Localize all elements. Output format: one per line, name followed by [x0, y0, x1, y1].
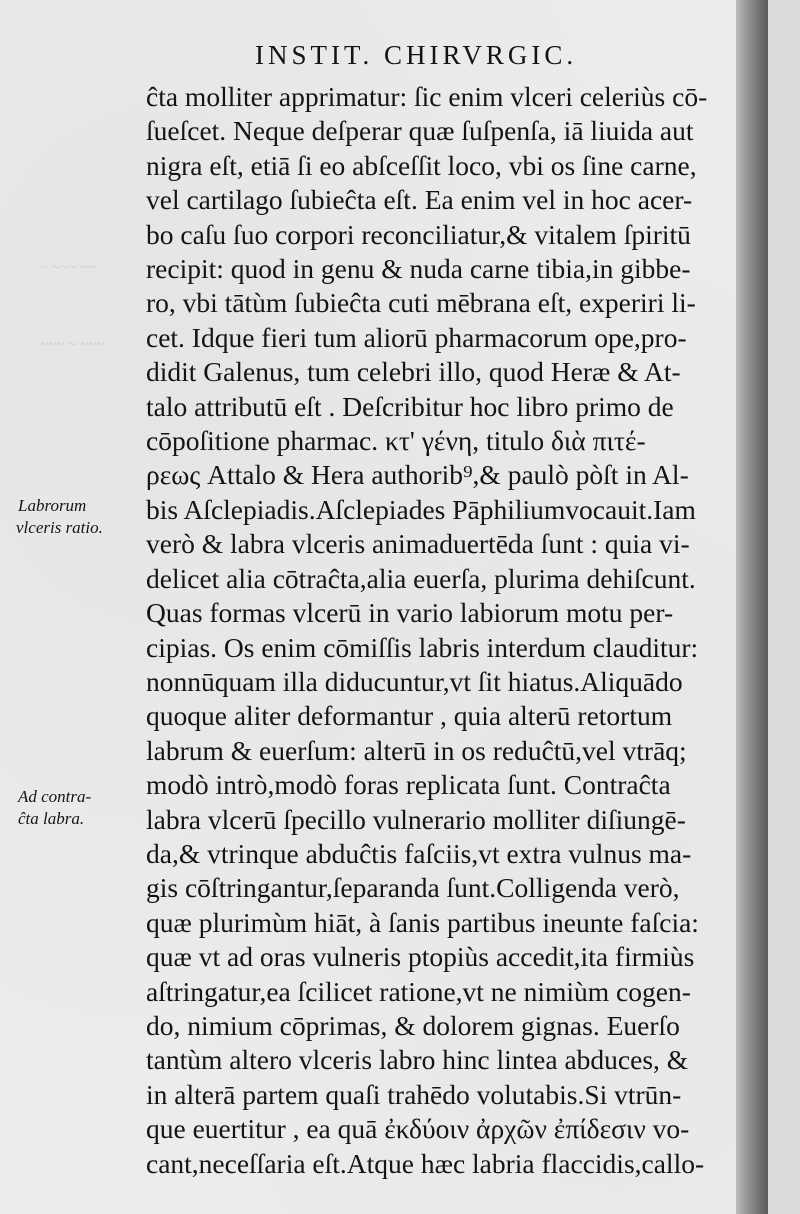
- text-line: ĉta molliter apprimatur: ſic enim vlceri celeriùs cō-: [146, 81, 708, 112]
- text-line: recipit: quod in genu & nuda carne tibia,in gibbe-: [146, 253, 691, 285]
- text-line: delicet alia cōtraĉta,alia euerſa, plurima dehiſcunt.: [146, 562, 696, 594]
- text-line: bo caſu ſuo corpori reconciliatur,& vitalem ſpiritū: [146, 218, 691, 250]
- text-line: vel cartilago ſubieĉta eſt. Ea enim vel in hoc acer-: [146, 184, 693, 216]
- text-line: ſueſcet. Neque deſperar quæ ſuſpenſa, iā liuida aut: [146, 115, 694, 147]
- body-text: [146, 80, 736, 1181]
- text-line: quoque aliter deformantur , quia alterū retortum: [146, 700, 673, 732]
- margin-note-ad-contracta: [18, 786, 148, 830]
- margin-note-line: ĉta labra.: [18, 809, 85, 828]
- text-line: labrum & euerſum: alterū in os reduĉtū,vel vtrāq;: [146, 734, 687, 766]
- margin-note-line: vlceris ratio.: [16, 518, 103, 537]
- margin-note-line: Labrorum: [18, 496, 87, 515]
- text-line: aſtringatur,ea ſcilicet ratione,vt ne nimiùm cogen-: [146, 975, 691, 1007]
- text-line: labra vlcerū ſpecillo vulnerario molliter diſiungē-: [146, 803, 686, 835]
- margin-note-line: Ad contra-: [18, 787, 92, 806]
- text-line: verò & labra vlceris animaduertēda ſunt : quia vi-: [146, 528, 690, 560]
- text-line: cet. Idque fieri tum aliorū pharmacorum ope,pro-: [146, 321, 687, 353]
- text-line: cipias. Os enim cōmiſſis labris interdum clauditur:: [146, 631, 699, 663]
- text-line: gis cōſtringantur,ſeparanda ſunt.Colligenda verò,: [146, 872, 680, 904]
- text-line: quæ vt ad oras vulneris ptopiùs accedit,ita firmiùs: [146, 941, 695, 973]
- margin-note-labrorum: [18, 495, 148, 539]
- text-line: tantùm altero vlceris labro hinc lintea abduces, &: [146, 1044, 689, 1076]
- text-line: bis Aſclepiadis.Aſclepiades Pāphiliumvocauit.Iam: [146, 493, 696, 525]
- text-line: ρεως Attalo & Hera authorib⁹,& paulò pòſt in Al-: [146, 459, 689, 491]
- text-line: in alterā partem quaſi trahēdo volutabis.Si vtrūn-: [146, 1078, 682, 1110]
- bleed-through: ~~~ ~ ~~~: [40, 337, 105, 353]
- text-line: da,& vtrinque abduĉtis faſciis,vt extra vulnus ma-: [146, 837, 692, 869]
- bleed-through: ~ ~~~ ~~: [40, 260, 97, 276]
- text-line: cōpoſitione pharmac. κτ' γένη, titulo διὰ πιτέ-: [146, 425, 646, 457]
- text-line: talo attributū eſt . Deſcribitur hoc libro primo de: [146, 390, 674, 422]
- text-line: nigra eſt, etiā ſi eo abſceſſit loco, vbi os ſine carne,: [146, 149, 697, 181]
- text-line: nonnūquam illa diducuntur,vt ſit hiatus.Aliquādo: [146, 665, 683, 697]
- running-head: INSTIT. CHIRVRGIC.: [255, 40, 578, 70]
- page-edge-shadow: [736, 0, 768, 1214]
- text-line: didit Galenus, tum celebri illo, quod Heræ & At-: [146, 356, 681, 388]
- text-line: Quas formas vlcerū in vario labiorum motu per-: [146, 597, 674, 629]
- text-line: cant,neceſſaria eſt.Atque hæc labria flaccidis,callo-: [146, 1147, 705, 1179]
- text-line: ro, vbi tātùm ſubieĉta cuti mēbrana eſt, experiri li-: [146, 287, 696, 319]
- text-line: que euertitur , ea quā ἐκδύοιν ἀρχῶν ἐπίδεσιν vo-: [146, 1113, 690, 1145]
- text-line: do, nimium cōprimas, & dolorem gignas. Euerſo: [146, 1009, 680, 1041]
- text-line: quæ plurimùm hiāt, à ſanis partibus ineunte faſcia:: [146, 906, 699, 938]
- text-line: modò intrò,modò foras replicata ſunt. Contraĉta: [146, 769, 671, 801]
